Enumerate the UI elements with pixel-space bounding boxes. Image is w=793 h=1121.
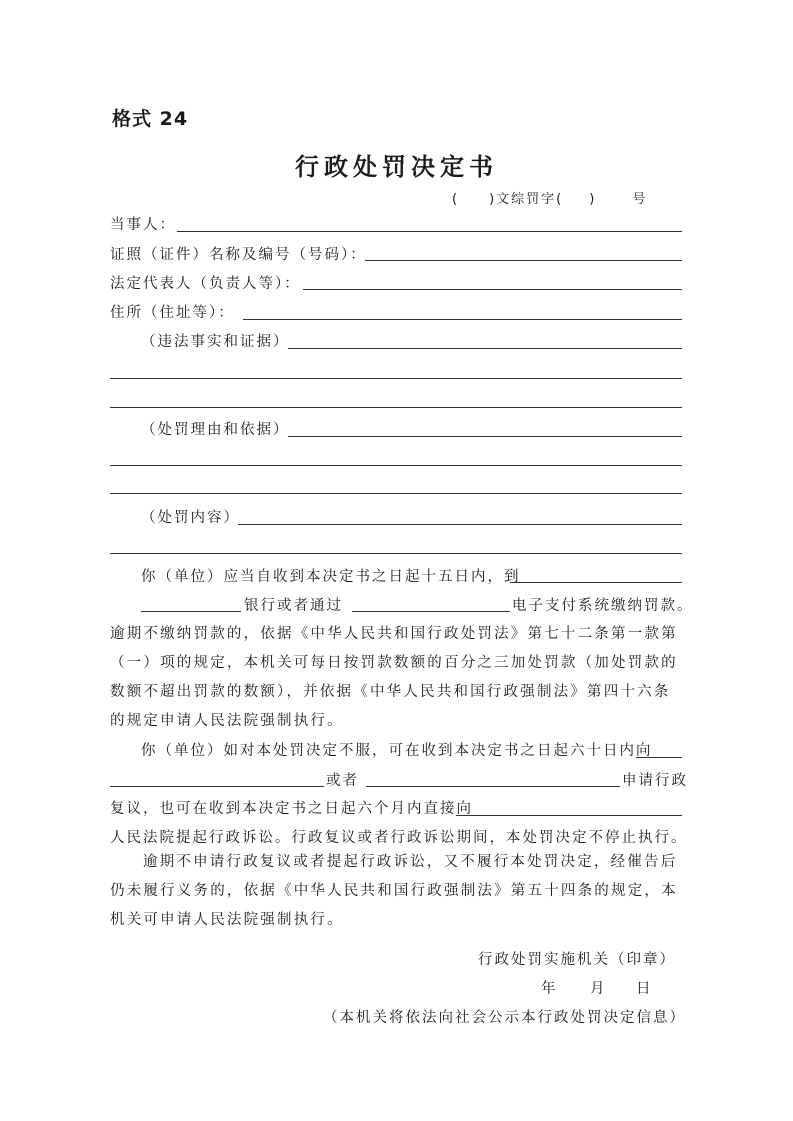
bank-field[interactable] bbox=[141, 611, 241, 612]
date-month: 月 bbox=[590, 981, 607, 997]
p3: 逾期不申请行政复议或者提起行政诉讼，又不履行本处罚决定，经催告后仍未履行义务的，依据《中华人民共和国行政强制法》第五十四条的规定，本机关可申请人民法院强制执行。 bbox=[110, 854, 678, 928]
date-day: 日 bbox=[636, 981, 653, 997]
review-authority-field-2[interactable] bbox=[110, 786, 324, 787]
p2-line2-or: 或者 bbox=[326, 773, 359, 789]
license-field[interactable] bbox=[365, 260, 682, 261]
p1-rest: 逾期不缴纳罚款的，依据《中华人民共和国行政处罚法》第七十二条第一款第（一）项的规定，本机关可每日按罚款数额的百分之三加处罚款（加处罚款的数额不超出罚款的数额），并依据《中华人民共和国行政强制法》第四十六条的规定申请人民法院强制执行。 bbox=[110, 626, 678, 729]
doc-number-prefix: )文综罚字( bbox=[489, 192, 564, 207]
facts-field-line-2[interactable] bbox=[110, 378, 682, 379]
review-authority-field-3[interactable] bbox=[366, 786, 620, 787]
public-notice: （本机关将依法向社会公示本行政处罚决定信息） bbox=[323, 1010, 686, 1026]
doc-number-suffix: 号 bbox=[632, 192, 648, 207]
party-label: 当事人： bbox=[110, 217, 176, 233]
address-field[interactable] bbox=[243, 319, 682, 320]
address-label: 住所（住址等）： bbox=[110, 305, 235, 321]
reasons-field-line-3[interactable] bbox=[110, 493, 682, 494]
doc-number-open-paren: ( bbox=[452, 192, 460, 207]
date-year: 年 bbox=[541, 981, 558, 997]
payment-location-field[interactable] bbox=[510, 582, 682, 583]
p2-line3: 复议，也可在收到本决定书之日起六个月内直接向 bbox=[110, 801, 473, 817]
reasons-label: （处罚理由和依据） bbox=[141, 422, 290, 438]
p1-line2-system: 电子支付系统缴纳罚款。 bbox=[512, 598, 694, 614]
doc-number-close-paren: ) bbox=[589, 192, 597, 207]
format-label: 格式 24 bbox=[112, 108, 189, 130]
legal-rep-field[interactable] bbox=[303, 289, 682, 290]
p1-line2-bank: 银行或者通过 bbox=[244, 598, 343, 614]
document-number bbox=[452, 188, 647, 207]
p1-line1: 你（单位）应当自收到本决定书之日起十五日内，到 bbox=[141, 569, 521, 585]
document-title: 行政处罚决定书 bbox=[295, 152, 498, 181]
content-label: （处罚内容） bbox=[141, 510, 240, 526]
review-authority-field-1[interactable] bbox=[636, 757, 682, 758]
reasons-field-line-2[interactable] bbox=[110, 465, 682, 466]
content-field-line-1[interactable] bbox=[238, 524, 682, 525]
license-label: 证照（证件）名称及编号（号码）： bbox=[110, 247, 367, 263]
court-field[interactable] bbox=[456, 815, 682, 816]
legal-rep-label: 法定代表人（负责人等）： bbox=[110, 276, 301, 292]
p2-line1: 你（单位）如对本处罚决定不服，可在收到本决定书之日起六十日内向 bbox=[141, 743, 653, 759]
p2-line2-apply: 申请行政 bbox=[622, 773, 688, 789]
facts-field-line-3[interactable] bbox=[110, 407, 682, 408]
content-field-line-2[interactable] bbox=[110, 553, 682, 554]
authority-seal: 行政处罚实施机关（印章） bbox=[478, 952, 676, 968]
facts-field-line-1[interactable] bbox=[288, 348, 682, 349]
party-field[interactable] bbox=[177, 231, 682, 232]
reasons-field-line-1[interactable] bbox=[288, 436, 682, 437]
p2-line4: 人民法院提起行政诉讼。行政复议或者行政诉讼期间，本处罚决定不停止执行。 bbox=[110, 830, 688, 846]
facts-label: （违法事实和证据） bbox=[141, 334, 290, 350]
payment-system-field[interactable] bbox=[352, 611, 510, 612]
